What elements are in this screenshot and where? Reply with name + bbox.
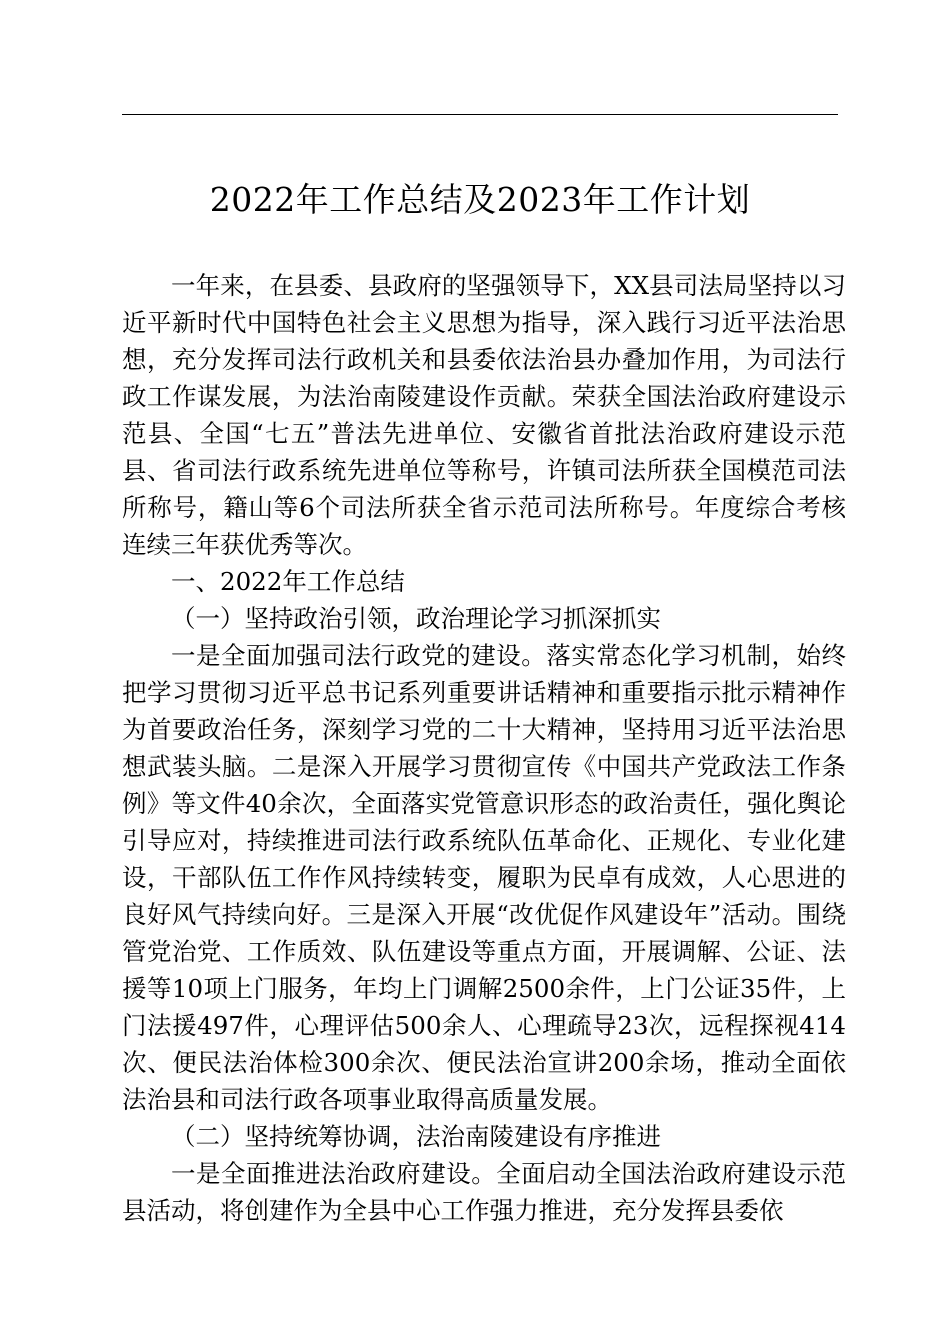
header-rule — [122, 114, 838, 115]
intro-paragraph: 一年来，在县委、县政府的坚强领导下，XX县司法局坚持以习近平新时代中国特色社会主义思想为指导，深入践行习近平法治思想，充分发挥司法行政机关和县委依法治县办叠加作用，为司法行政工作谋发展，为法治南陵建设作贡献。荣获全国法治政府建设示范县、全国“七五”普法先进单位、安徽省首批法治政府建设示范县、省司法行政系统先进单位等称号，许镇司法所获全国模范司法所称号，籍山等6个司法所获全省示范司法所称号。年度综合考核连续三年获优秀等次。 — [122, 271, 846, 559]
subsection-heading-2: （二）坚持统筹协调，法治南陵建设有序推进 — [171, 1122, 661, 1151]
body-paragraph-1: 一是全面加强司法行政党的建设。落实常态化学习机制，始终把学习贯彻习近平总书记系列重要讲话精神和重要指示批示精神作为首要政治任务，深刻学习党的二十大精神，坚持用习近平法治思想武装头脑。二是深入开展学习贯彻宣传《中国共产党政法工作条例》等文件40余次，全面落实党管意识形态的政治责任，强化舆论引导应对，持续推进司法行政系统队伍革命化、正规化、专业化建设，干部队伍工作作风持续转变，履职为民卓有成效，人心思进的良好风气持续向好。三是深入开展“改优促作风建设年”活动。围绕管党治党、工作质效、队伍建设等重点方面，开展调解、公证、法援等10项上门服务，年均上门调解2500余件，上门公证35件，上门法援497件，心理评估500余人、心理疏导23次，远程探视414次、便民法治体检300余次、便民法治宣讲200余场，推动全面依法治县和司法行政各项事业取得高质量发展。 — [122, 641, 846, 1114]
document-title: 2022年工作总结及2023年工作计划 — [209, 180, 751, 219]
document-body — [122, 267, 846, 1229]
subsection-heading-1: （一）坚持政治引领，政治理论学习抓深抓实 — [171, 604, 661, 633]
body-paragraph-2: 一是全面推进法治政府建设。全面启动全国法治政府建设示范县活动，将创建作为全县中心工作强力推进，充分发挥县委依 — [122, 1159, 846, 1225]
section-heading-1: 一、2022年工作总结 — [171, 567, 405, 596]
